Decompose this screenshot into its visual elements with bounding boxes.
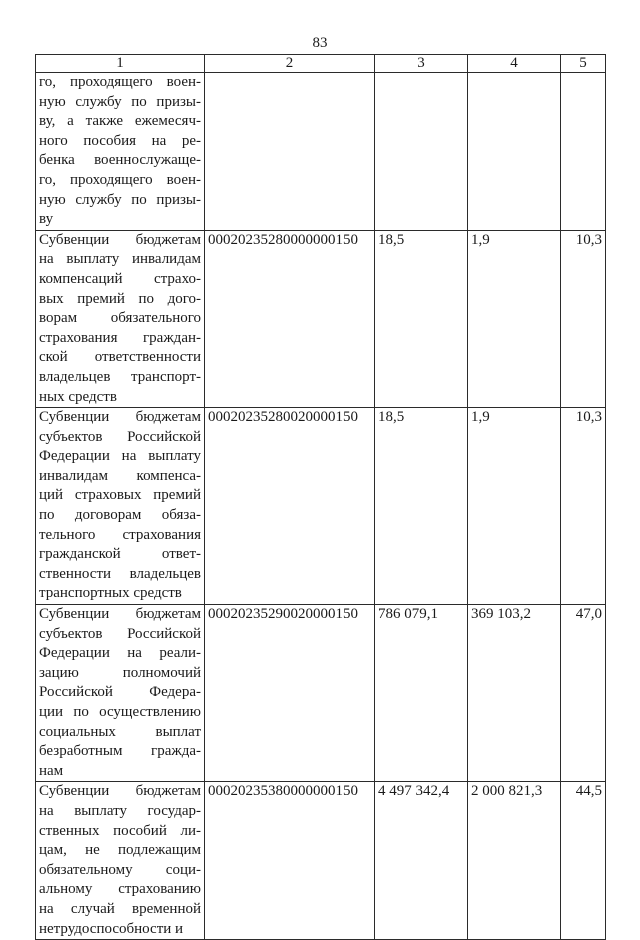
name-line: цам, не подлежащим <box>39 842 201 859</box>
name-line: ворам обязательного <box>39 310 201 327</box>
cell-name <box>36 73 205 231</box>
cell-executed: 369 103,2 <box>468 605 561 782</box>
name-line: гражданской ответ- <box>39 546 201 563</box>
cell-approved: 786 079,1 <box>375 605 468 782</box>
table-header-row <box>36 55 606 73</box>
name-line: нетрудоспособности и <box>39 920 184 937</box>
cell-executed <box>468 73 561 231</box>
budget-table <box>35 54 606 940</box>
name-line: ственных пособий ли- <box>39 822 201 839</box>
name-line: Федерации на выплату <box>39 448 201 465</box>
cell-approved <box>375 73 468 231</box>
table-row <box>36 605 606 782</box>
name-line: безработным гражда- <box>39 743 201 760</box>
cell-percent: 10,3 <box>561 408 606 605</box>
name-line: на выплату государ- <box>39 802 201 819</box>
cell-name <box>36 230 205 407</box>
column-header-1: 1 <box>36 55 205 73</box>
name-line: альному страхованию <box>39 881 201 898</box>
column-header-4: 4 <box>468 55 561 73</box>
cell-code: 00020235380000000150 <box>205 782 375 940</box>
cell-executed: 1,9 <box>468 408 561 605</box>
name-line: на выплату инвалидам <box>39 251 201 268</box>
name-line: владельцев транспорт- <box>39 368 201 385</box>
name-line: Федерации на реали- <box>39 645 201 662</box>
name-line: страхования граждан- <box>39 329 201 346</box>
name-line: на случай временной <box>39 900 201 917</box>
cell-executed: 2 000 821,3 <box>468 782 561 940</box>
name-line: ций страховых премий <box>39 487 201 504</box>
name-line: субъектов Российской <box>39 625 201 642</box>
column-header-2: 2 <box>205 55 375 73</box>
column-header-3: 3 <box>375 55 468 73</box>
name-line: Субвенции бюджетам <box>39 783 201 800</box>
name-line: ных средств <box>39 388 117 405</box>
cell-code: 00020235280020000150 <box>205 408 375 605</box>
cell-percent: 47,0 <box>561 605 606 782</box>
name-line: ву <box>39 211 54 228</box>
name-line: зацию полномочий <box>39 664 201 681</box>
name-line: бенка военнослужаще- <box>39 152 201 169</box>
cell-approved: 4 497 342,4 <box>375 782 468 940</box>
name-line: Российской Федера- <box>39 684 201 701</box>
name-line: обязательному соци- <box>39 861 201 878</box>
table-row <box>36 408 606 605</box>
name-line: Субвенции бюджетам <box>39 409 201 426</box>
column-header-5: 5 <box>561 55 606 73</box>
cell-percent <box>561 73 606 231</box>
cell-name <box>36 605 205 782</box>
table-row <box>36 230 606 407</box>
cell-name <box>36 408 205 605</box>
cell-percent: 10,3 <box>561 230 606 407</box>
cell-code: 00020235290020000150 <box>205 605 375 782</box>
table-row <box>36 782 606 940</box>
cell-executed: 1,9 <box>468 230 561 407</box>
name-line: транспортных средств <box>39 585 182 602</box>
name-line: ного пособия на ре- <box>39 132 201 149</box>
name-line: ву, а также ежемесяч- <box>39 113 201 130</box>
name-line: ции по осуществлению <box>39 704 201 720</box>
cell-name <box>36 782 205 940</box>
name-line: субъектов Российской <box>39 428 201 445</box>
name-line: компенсаций страхо- <box>39 270 201 287</box>
name-line: ской ответственности <box>39 349 201 366</box>
cell-approved: 18,5 <box>375 408 468 605</box>
name-line: ную службу по призы- <box>39 191 201 208</box>
name-line: инвалидам компенса- <box>39 467 201 484</box>
name-line: Субвенции бюджетам <box>39 606 201 623</box>
name-line: по договорам обяза- <box>39 507 201 524</box>
name-line: го, проходящего воен- <box>39 171 201 188</box>
cell-percent: 44,5 <box>561 782 606 940</box>
name-line: вых премий по дого- <box>39 290 201 307</box>
name-line: ную службу по призы- <box>39 93 201 110</box>
page-number: 83 <box>312 35 328 51</box>
name-line: нам <box>39 762 64 779</box>
name-line: го, проходящего воен- <box>39 74 201 90</box>
name-line: ственности владельцев <box>39 565 201 582</box>
table-row <box>36 73 606 231</box>
cell-approved: 18,5 <box>375 230 468 407</box>
cell-code: 00020235280000000150 <box>205 230 375 407</box>
name-line: Субвенции бюджетам <box>39 231 201 248</box>
cell-code <box>205 73 375 231</box>
name-line: социальных выплат <box>39 723 201 740</box>
name-line: тельного страхования <box>39 526 201 543</box>
